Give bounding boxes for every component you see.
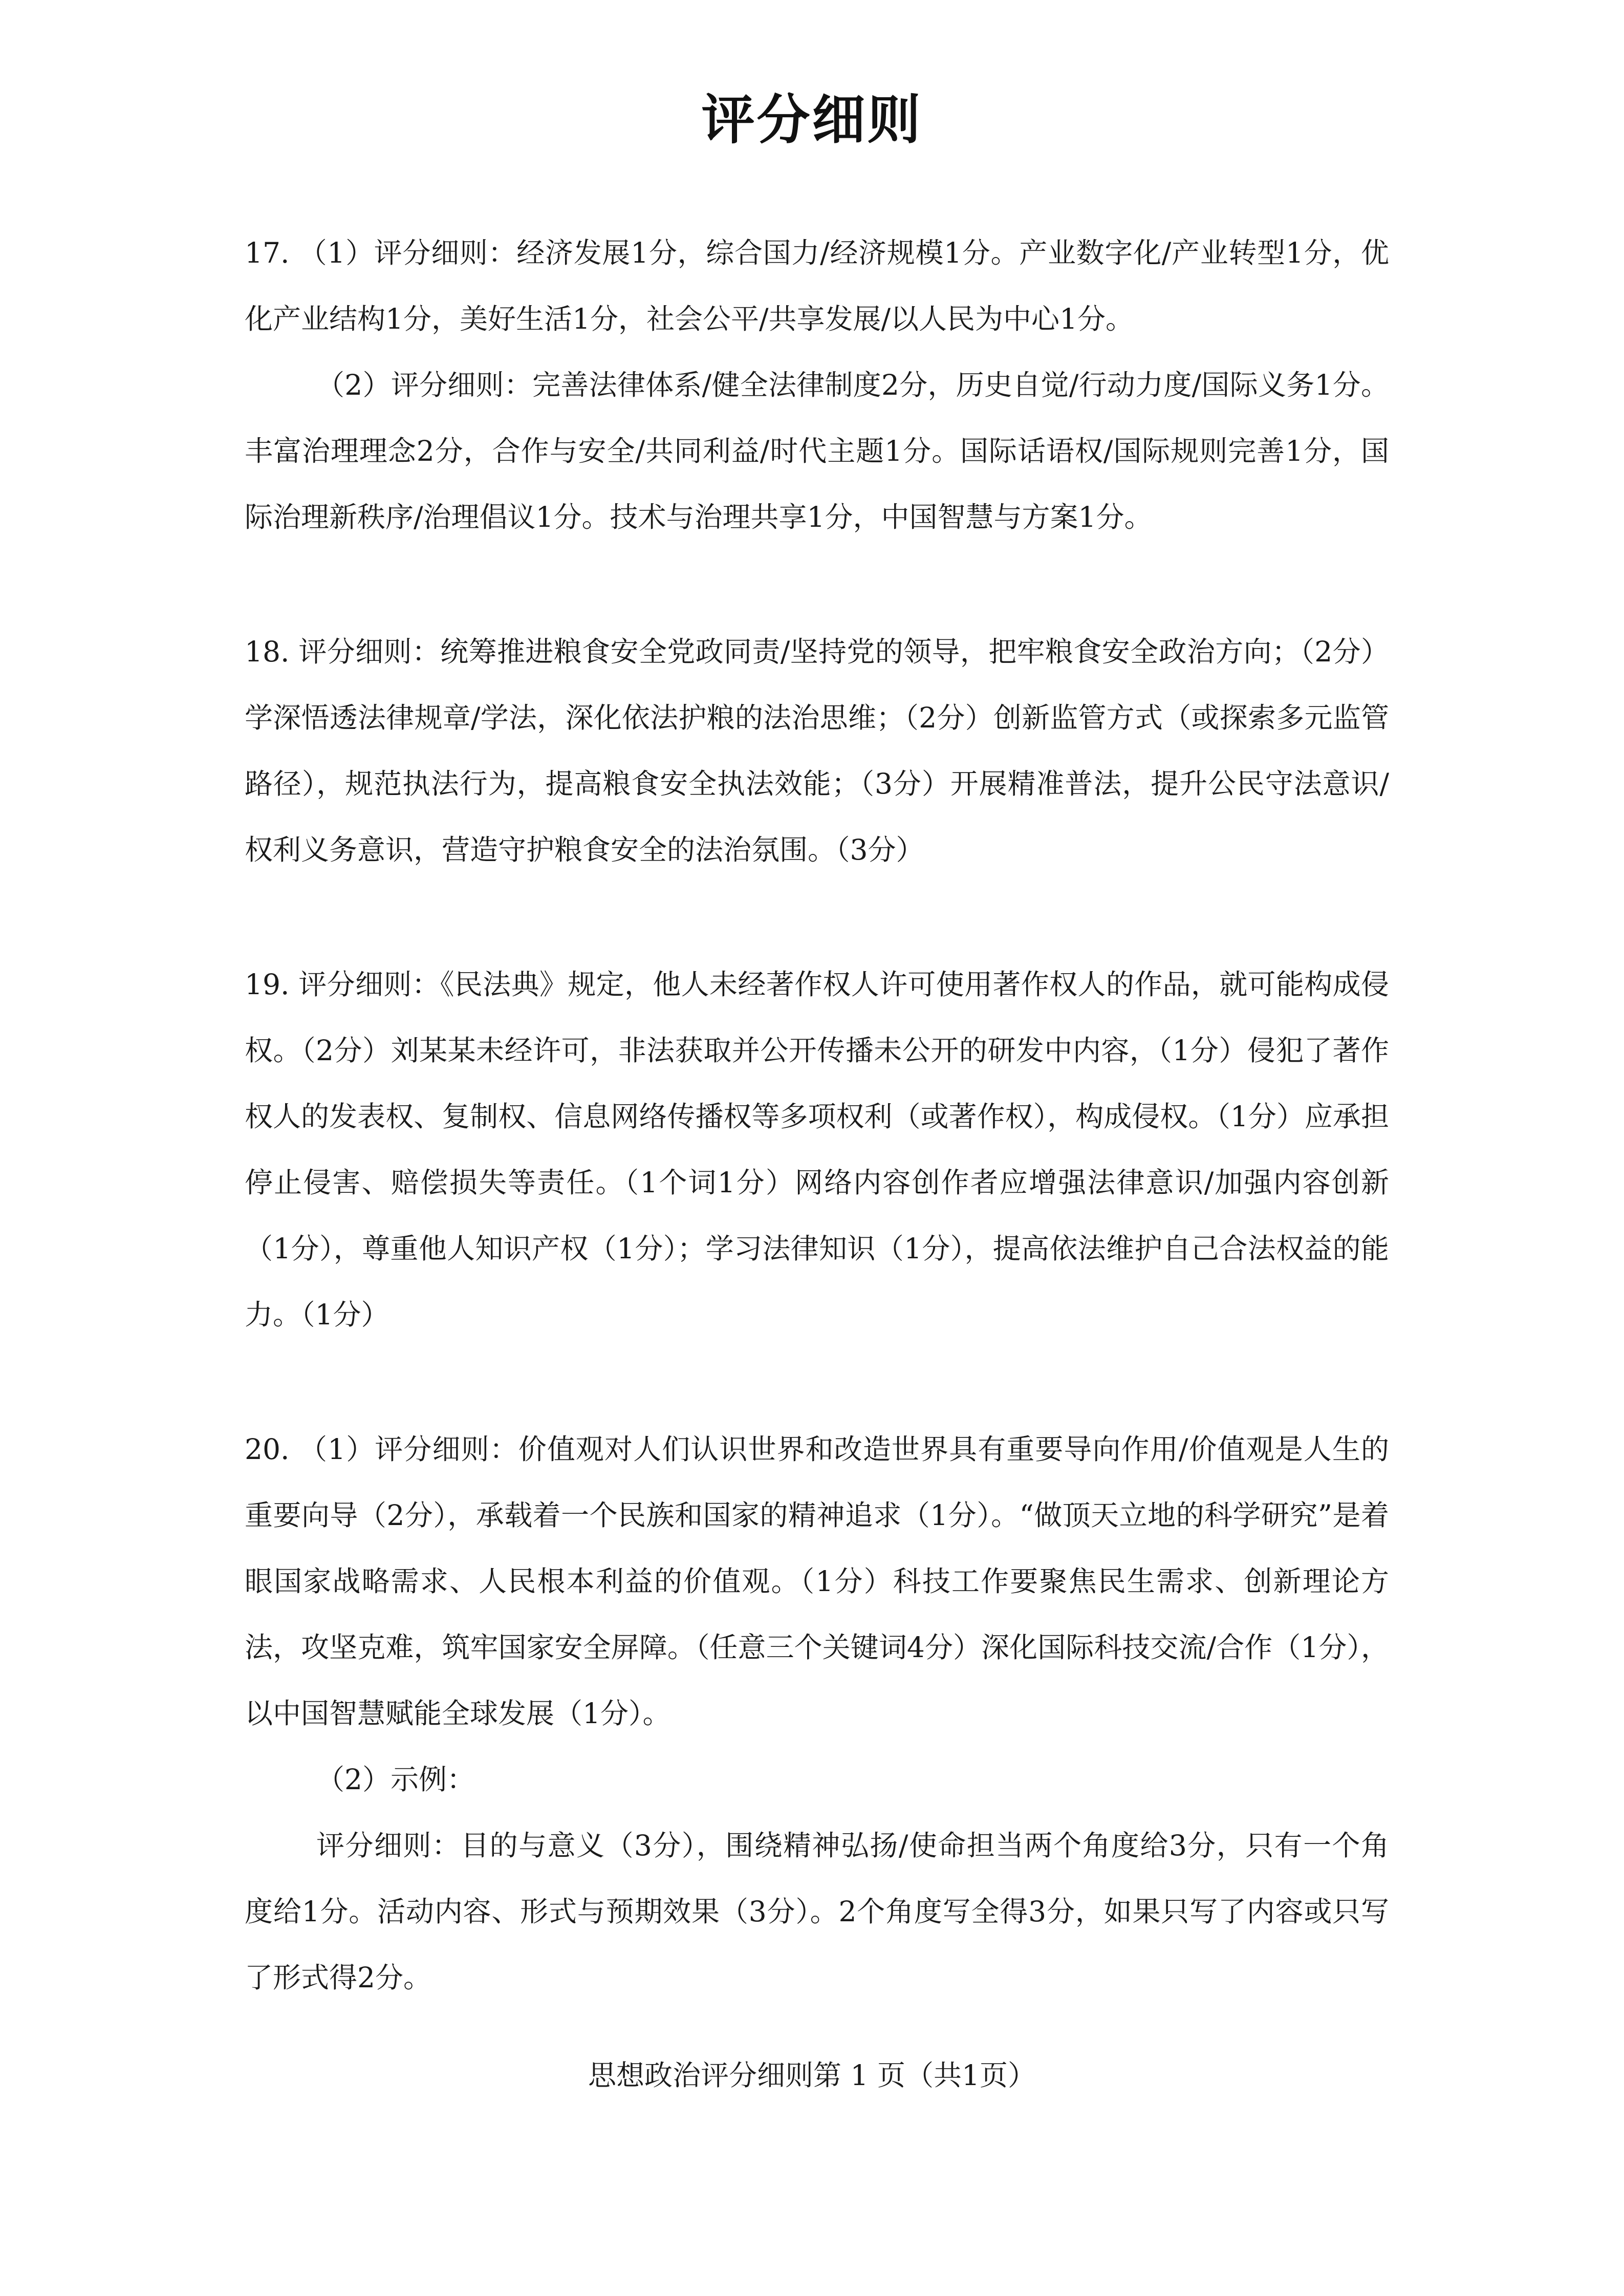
page-title: 评分细则 (701, 89, 923, 151)
question-20-part-1: 20. （1）评分细则：价值观对人们认识世界和改造世界具有重要导向作用/价值观是人生的重要向导（2分），承载着一个民族和国家的精神追求（1分）。“做顶天立地的科学研究”是着眼国家战略需求、人民根本利益的价值观。（1分）科技工作要聚焦民生需求、创新理论方法，攻坚克难，筑牢国家安全屏障。（任意三个关键词4分）深化国际科技交流/合作（1分），以中国智慧赋能全球发展（1分）。 (245, 1433, 1389, 1730)
document-body (245, 220, 1389, 2011)
question-20-part-2-text: 评分细则：目的与意义（3分），围绕精神弘扬/使命担当两个角度给3分，只有一个角度给1分。活动内容、形式与预期效果（3分）。2个角度写全得3分，如果只写了内容或只写了形式得2分。 (245, 1829, 1389, 1994)
question-19-section (245, 952, 1389, 1348)
question-17-part-2: （2）评分细则：完善法律体系/健全法律制度2分，历史自觉/行动力度/国际义务1分。丰富治理理念2分，合作与安全/共同利益/时代主题1分。国际话语权/国际规则完善1分，国际治理新秩序/治理倡议1分。技术与治理共享1分，中国智慧与方案1分。 (245, 369, 1389, 533)
page-footer: 思想政治评分细则第 1 页（共1页） (588, 2059, 1036, 2092)
question-17-part-1: 17. （1）评分细则：经济发展1分，综合国力/经济规模1分。产业数字化/产业转型1分，优化产业结构1分，美好生活1分，社会公平/共享发展/以人民为中心1分。 (245, 237, 1389, 335)
question-18-text: 18. 评分细则：统筹推进粮食安全党政同责/坚持党的领导，把牢粮食安全政治方向；（2分）学深悟透法律规章/学法，深化依法护粮的法治思维；（2分）创新监管方式（或探索多元监管路径），规范执法行为，提高粮食安全执法效能；（3分）开展精准普法，提升公民守法意识/权利义务意识，营造守护粮食安全的法治氛围。（3分） (245, 635, 1389, 866)
question-20-section (245, 1417, 1389, 2011)
question-17-section (245, 220, 1389, 550)
question-19-text: 19. 评分细则：《民法典》规定，他人未经著作权人许可使用著作权人的作品，就可能构成侵权。（2分）刘某某未经许可，非法获取并公开传播未公开的研发中内容，（1分）侵犯了著作权人的发表权、复制权、信息网络传播权等多项权利（或著作权），构成侵权。（1分）应承担停止侵害、赔偿损失等责任。（1个词1分）网络内容创作者应增强法律意识/加强内容创新（1分），尊重他人知识产权（1分）；学习法律知识（1分），提高依法维护自己合法权益的能力。（1分） (245, 968, 1389, 1331)
question-20-part-2-label: （2）示例： (316, 1763, 475, 1796)
question-18-section (245, 619, 1389, 883)
